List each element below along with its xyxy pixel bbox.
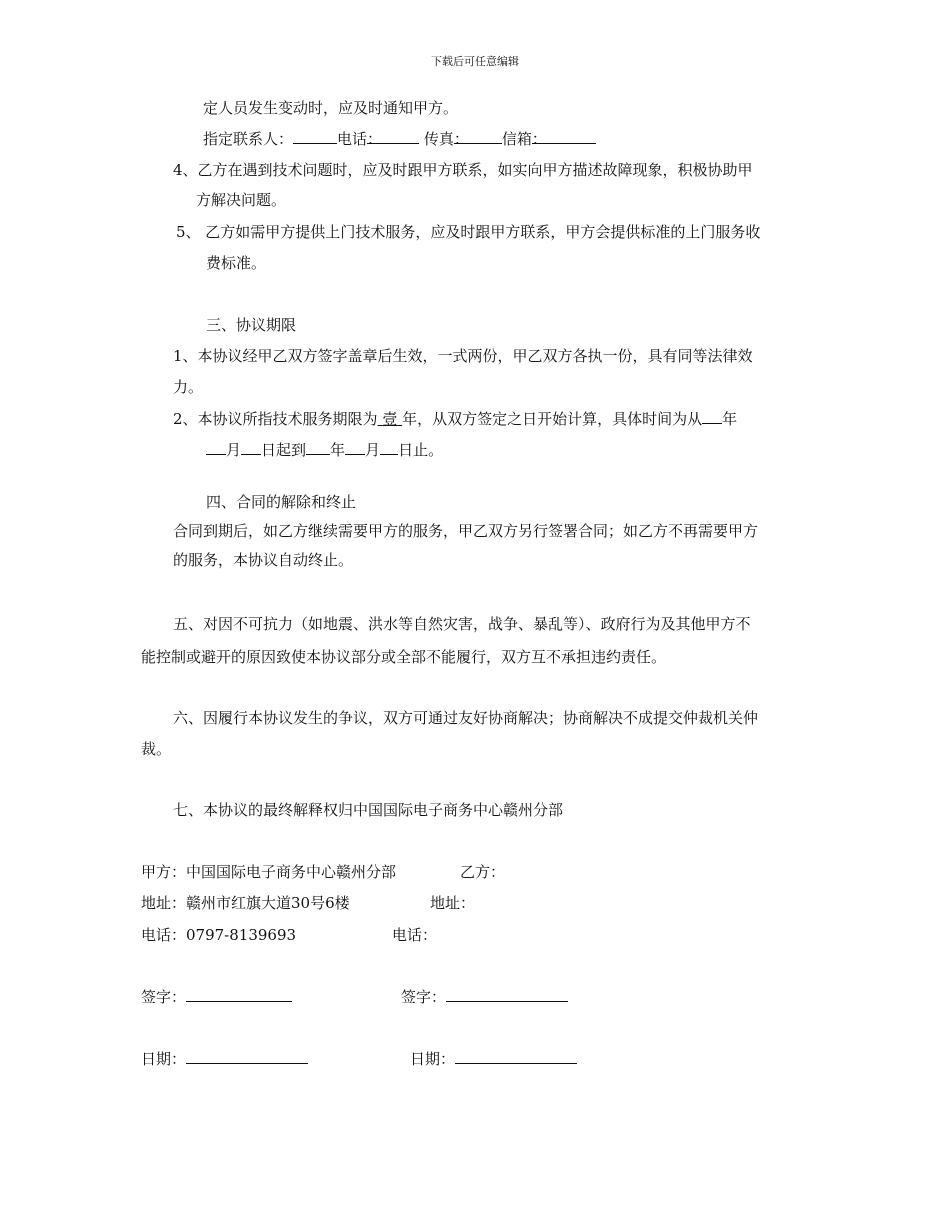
section-7-text: 七、本协议的最终解释权归中国国际电子商务中心赣州分部 [173, 801, 564, 819]
fax-label: 传真 [423, 130, 454, 148]
section-4-text-cont: 的服务，本协议自动终止。 [173, 551, 354, 569]
clause-item-4: 4、乙方在遇到技术问题时，应及时跟甲方联系，如实向甲方描述故障现象，积极协助甲 [173, 161, 753, 179]
date-label-a: 日期： [141, 1050, 187, 1068]
month-label: 月 [226, 441, 242, 459]
clause-item-5-cont: 费标准。 [206, 254, 267, 272]
term-number: 壹 [382, 410, 398, 428]
end-day-blank [380, 440, 398, 455]
party-b-phone: 电话： [392, 926, 438, 944]
end-month-blank [345, 440, 365, 455]
section-3-item-1: 1、本协议经甲乙双方签字盖章后生效，一式两份，甲乙双方各执一份，具有同等法律效 [173, 347, 753, 365]
section-3-item-1-cont: 力。 [173, 378, 204, 396]
end-year-blank [306, 440, 330, 455]
clause-item-4-cont: 方解决问题。 [196, 191, 287, 209]
mail-blank: ： [532, 129, 596, 144]
party-a-phone: 电话：0797-8139693 [141, 926, 297, 944]
section-3-item-2 [173, 409, 737, 429]
contact-label: 指定联系人： [203, 130, 294, 148]
mail-label: 信箱 [501, 130, 532, 148]
clause-item-5: 5、 乙方如需甲方提供上门技术服务，应及时跟甲方联系，甲方会提供标准的上门服务收 [176, 223, 761, 241]
year-blank [702, 409, 722, 424]
sign-label-b: 签字： [401, 988, 447, 1006]
section-6-text: 六、因履行本协议发生的争议，双方可通过友好协商解决；协商解决不成提交仲裁机关仲 [173, 709, 759, 727]
end-month-label: 月 [365, 441, 381, 459]
term-prefix: 2、本协议所指技术服务期限为 [173, 410, 378, 428]
day-blank [241, 440, 261, 455]
clause-line: 定人员发生变动时，应及时通知甲方。 [203, 99, 459, 117]
party-a-date [141, 1049, 308, 1069]
party-b: 乙方： [460, 863, 506, 881]
day-from-label: 日起到 [261, 441, 307, 459]
contact-blank [293, 129, 337, 144]
year-label: 年 [722, 410, 738, 428]
fax-blank: ： [454, 129, 502, 144]
phone-blank: ： [367, 129, 419, 144]
party-a: 甲方：中国国际电子商务中心赣州分部 [141, 863, 397, 881]
party-a-sign [141, 987, 292, 1007]
section-4-title: 四、合同的解除和终止 [206, 493, 357, 511]
section-5-text-cont: 能控制或避开的原因致使本协议部分或全部不能履行，双方互不承担违约责任。 [141, 648, 667, 666]
end-day-label: 日止。 [398, 441, 444, 459]
term-suffix: 年，从双方签定之日开始计算，具体时间为从 [402, 410, 703, 428]
party-b-date [410, 1049, 577, 1069]
party-b-address: 地址： [430, 894, 476, 912]
section-3-title: 三、协议期限 [206, 316, 297, 334]
month-blank [206, 440, 226, 455]
date-blank-a [186, 1049, 308, 1064]
date-label-b: 日期： [410, 1050, 456, 1068]
term-value [378, 409, 403, 429]
date-blank-b [455, 1049, 577, 1064]
sign-blank-a [186, 987, 292, 1002]
party-b-sign [401, 987, 568, 1007]
party-a-address: 地址：赣州市红旗大道30号6楼 [141, 894, 350, 912]
phone-label: 电话 [337, 130, 368, 148]
contact-line [203, 129, 596, 149]
section-6-text-cont: 裁。 [141, 740, 172, 758]
section-5-text: 五、对因不可抗力（如地震、洪水等自然灾害，战争、暴乱等）、政府行为及其他甲方不 [173, 615, 751, 633]
section-3-item-2-cont [206, 440, 443, 460]
section-4-text: 合同到期后，如乙方继续需要甲方的服务，甲乙双方另行签署合同；如乙方不再需要甲方 [173, 522, 759, 540]
sign-blank-b [446, 987, 568, 1002]
end-year-label: 年 [330, 441, 346, 459]
sign-label-a: 签字： [141, 988, 187, 1006]
page-header-note: 下载后可任意编辑 [431, 55, 519, 68]
